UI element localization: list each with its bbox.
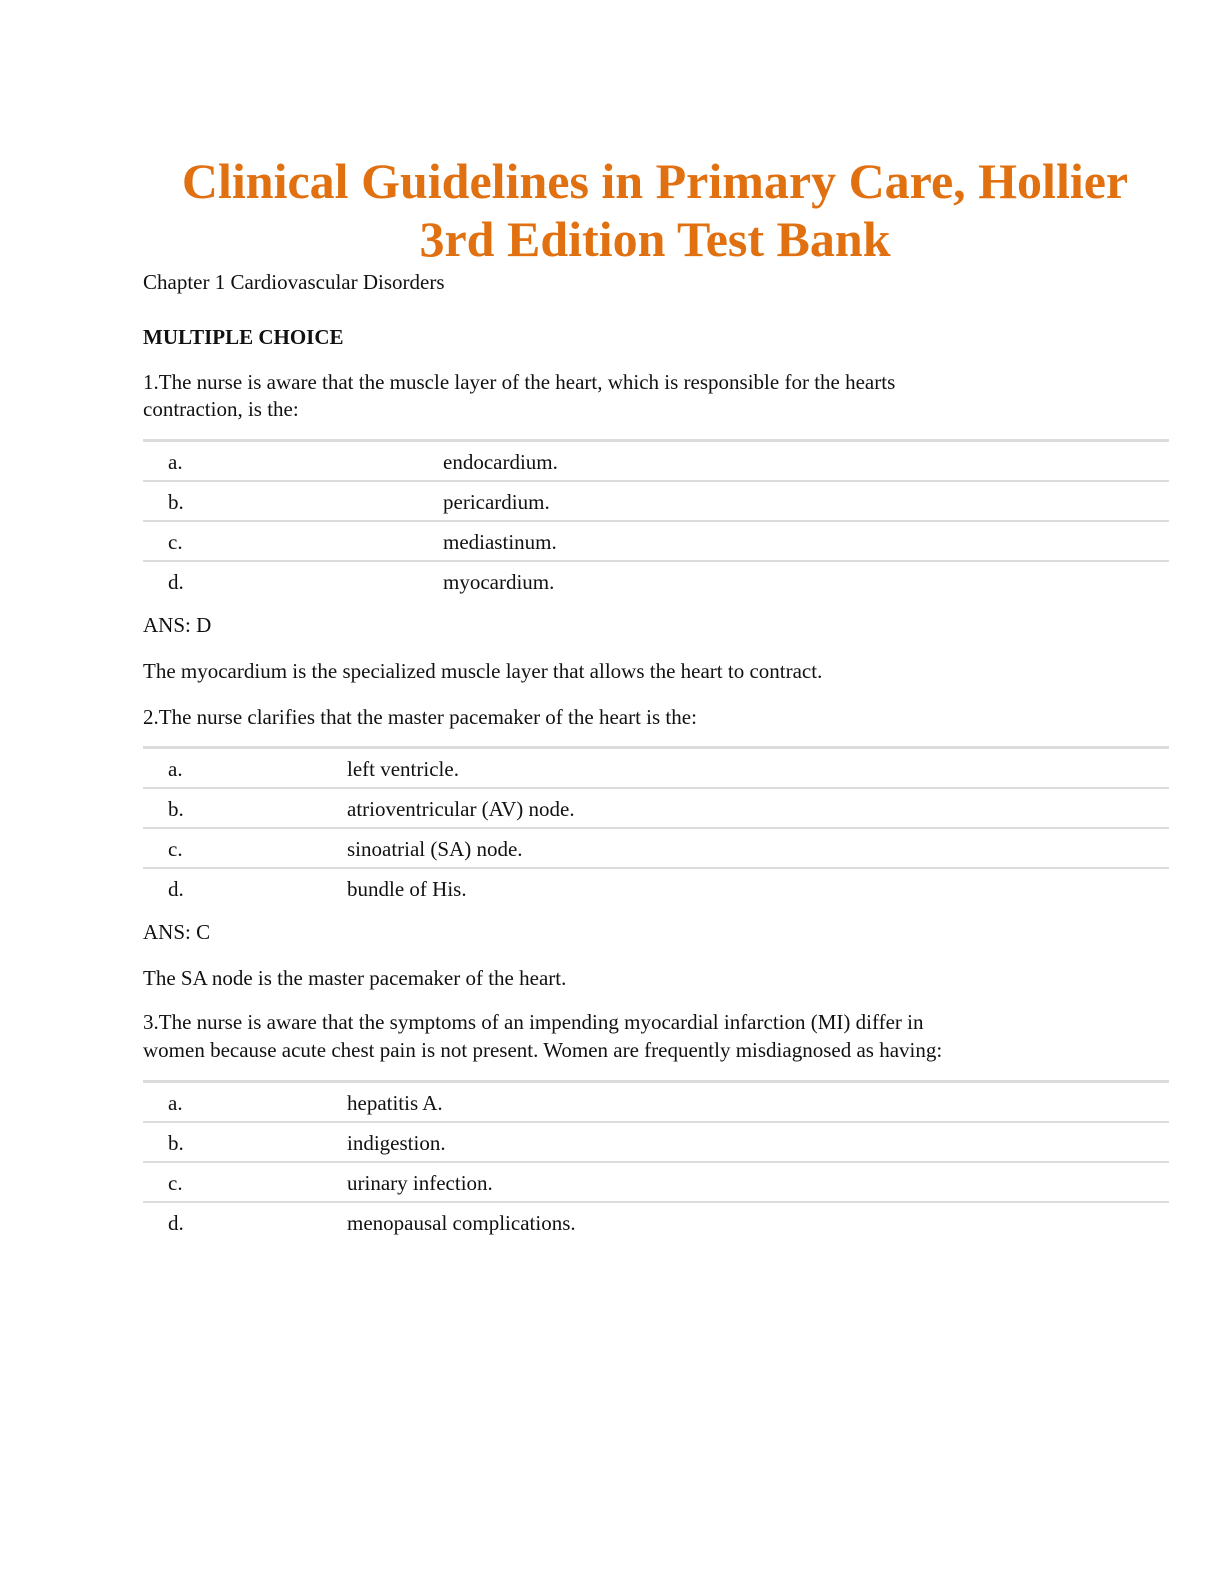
title-line-1: Clinical Guidelines in Primary Care, Hollier bbox=[181, 153, 1129, 209]
question-2-options bbox=[143, 746, 1169, 907]
option-row bbox=[143, 789, 1169, 829]
option-text: indigestion. bbox=[347, 1131, 446, 1155]
question-3-options bbox=[143, 1080, 1169, 1241]
question-1-line-2: contraction, is the: bbox=[143, 397, 299, 421]
option-row bbox=[143, 522, 1169, 562]
option-label: a. bbox=[168, 757, 183, 781]
question-3-line-2: women because acute chest pain is not present. Women are frequently misdiagnosed as having: bbox=[143, 1038, 943, 1062]
option-row bbox=[143, 869, 1169, 907]
option-text: endocardium. bbox=[443, 450, 558, 474]
option-row bbox=[143, 482, 1169, 522]
option-text: urinary infection. bbox=[347, 1171, 493, 1195]
option-row bbox=[143, 1083, 1169, 1123]
option-row bbox=[143, 1163, 1169, 1203]
option-label: c. bbox=[168, 837, 183, 861]
section-heading: MULTIPLE CHOICE bbox=[143, 325, 344, 349]
question-3-line-1: 3.The nurse is aware that the symptoms of an impending myocardial infarction (MI) differ in bbox=[143, 1010, 924, 1034]
option-label: c. bbox=[168, 1171, 183, 1195]
option-text: bundle of His. bbox=[347, 877, 467, 901]
option-row bbox=[143, 562, 1169, 600]
question-1-line-1: 1.The nurse is aware that the muscle layer of the heart, which is responsible for the hearts bbox=[143, 370, 896, 394]
question-1-options bbox=[143, 439, 1169, 600]
option-label: a. bbox=[168, 1091, 183, 1115]
option-row bbox=[143, 1123, 1169, 1163]
question-2-line-1: 2.The nurse clarifies that the master pacemaker of the heart is the: bbox=[143, 705, 697, 729]
option-text: atrioventricular (AV) node. bbox=[347, 797, 575, 821]
option-label: d. bbox=[168, 1211, 184, 1235]
answer-1: ANS: D bbox=[143, 613, 212, 637]
rationale-1: The myocardium is the specialized muscle layer that allows the heart to contract. bbox=[143, 659, 823, 683]
option-label: d. bbox=[168, 877, 184, 901]
option-text: sinoatrial (SA) node. bbox=[347, 837, 523, 861]
option-text: hepatitis A. bbox=[347, 1091, 443, 1115]
option-label: c. bbox=[168, 530, 183, 554]
option-text: myocardium. bbox=[443, 570, 555, 594]
option-label: b. bbox=[168, 1131, 184, 1155]
option-label: a. bbox=[168, 450, 183, 474]
option-text: mediastinum. bbox=[443, 530, 557, 554]
option-label: b. bbox=[168, 490, 184, 514]
rationale-2: The SA node is the master pacemaker of the heart. bbox=[143, 966, 567, 990]
option-row bbox=[143, 749, 1169, 789]
option-row bbox=[143, 1203, 1169, 1241]
option-text: pericardium. bbox=[443, 490, 550, 514]
option-text: menopausal complications. bbox=[347, 1211, 576, 1235]
title-line-2: 3rd Edition Test Bank bbox=[419, 211, 891, 267]
option-label: b. bbox=[168, 797, 184, 821]
option-label: d. bbox=[168, 570, 184, 594]
option-row bbox=[143, 829, 1169, 869]
answer-2: ANS: C bbox=[143, 920, 211, 944]
option-text: left ventricle. bbox=[347, 757, 459, 781]
option-row bbox=[143, 442, 1169, 482]
chapter-heading: Chapter 1 Cardiovascular Disorders bbox=[143, 270, 445, 294]
